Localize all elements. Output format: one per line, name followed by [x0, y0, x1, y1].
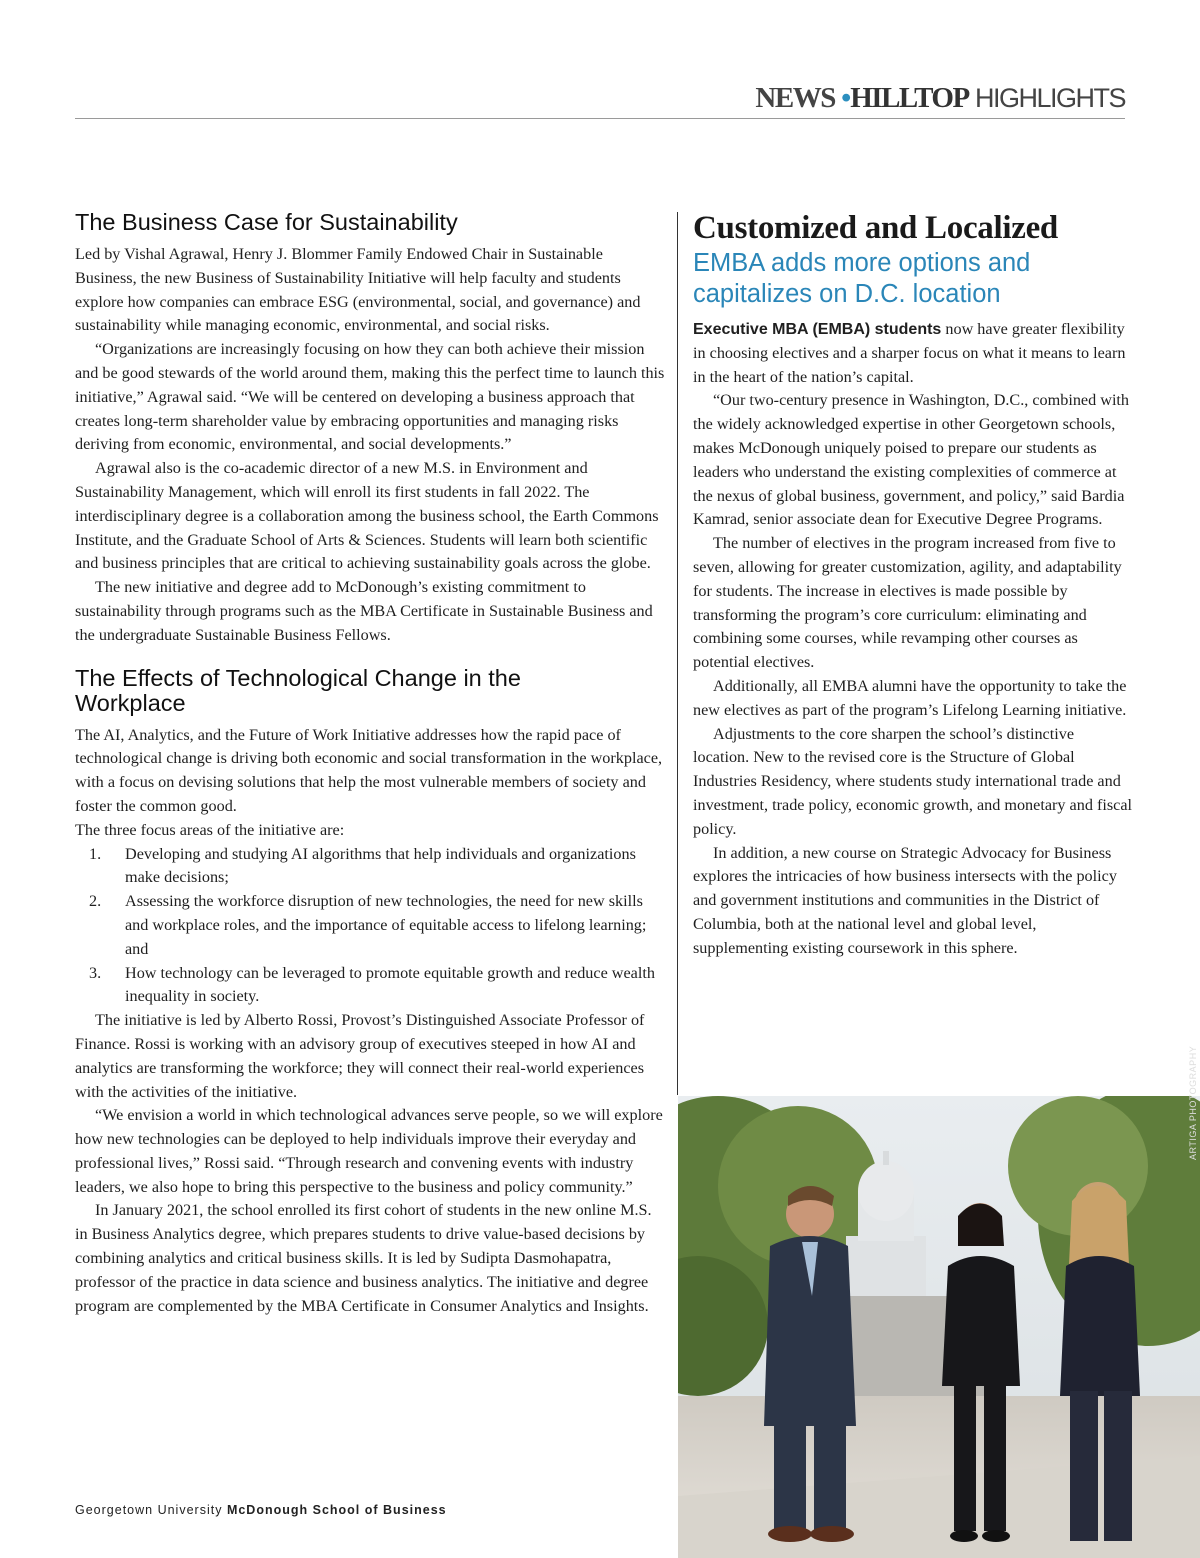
- list-text: Assessing the workforce disruption of new technologies, the need for new skills and workplace roles, and the importance of equitable access to lifelong learning; and: [125, 892, 647, 958]
- header-dot: •: [841, 82, 851, 114]
- photo-illustration: [678, 1096, 1200, 1558]
- section1-paragraph: Agrawal also is the co-academic director of a new M.S. in Environment and Sustainability Management, which will enroll its first students in fall 2022. The interdisciplinary degree is a collaboration among the business school, the Earth Commons Institute, and the Graduate School of Arts & Sciences. Students will learn both scientific and business principles that are critical to achieving sustainability goals across the globe.: [75, 459, 659, 573]
- footer-school: McDonough School of Business: [226, 1503, 447, 1517]
- section1-paragraph: The new initiative and degree add to McDonough’s existing commitment to sustainability through programs such as the MBA Certificate in Sustainable Business and the undergraduate Sustainable Business Fellows.: [75, 578, 653, 644]
- section1-title: The Business Case for Sustainability: [75, 209, 458, 235]
- section1-paragraph: Led by Vishal Agrawal, Henry J. Blommer Family Endowed Chair in Sustainable Business, the new Business of Sustainability Initiative will help faculty and students explore how companies can embrace ESG (environmental, social, and governance) and sustainability while managing economic, environmental, and social risks.: [75, 245, 641, 335]
- section2-title: The Effects of Technological Change in the Workplace: [75, 664, 521, 716]
- list-item: [75, 962, 665, 1010]
- section-header: [755, 82, 1125, 115]
- list-item: [75, 843, 665, 891]
- right-paragraph: The number of electives in the program increased from five to seven, allowing for greater customization, agility, and adaptability for students. The increase in electives is made possible by transforming the program’s core curriculum: eliminating and combining some courses, while revamping other courses as potential electives.: [693, 534, 1122, 672]
- list-text: How technology can be leveraged to promote equitable growth and reduce wealth inequality in society.: [125, 963, 655, 1006]
- section-gap: [75, 648, 665, 666]
- right-paragraph: In addition, a new course on Strategic Advocacy for Business explores the intricacies of how business intersects with the policy and government institutions and communities in the District of Columbia, both at the national level and global level, supplementing existing coursework in this sphere.: [693, 843, 1117, 957]
- right-paragraph: Additionally, all EMBA alumni have the opportunity to take the new electives as part of the program’s Lifelong Learning initiative.: [693, 676, 1127, 719]
- list-item: [75, 890, 665, 961]
- section2-paragraph: In January 2021, the school enrolled its first cohort of students in the new online M.S. in Business Analytics degree, which prepares students to drive value-based decisions by combining analytics and critical business skills. It is led by Sudipta Dasmohapatra, professor of the practice in data science and business analytics. The initiative and degree program are complemented by the MBA Certificate in Consumer Analytics and Insights.: [75, 1201, 652, 1315]
- list-number: 1.: [89, 844, 102, 863]
- article-title: Customized and Localized: [693, 210, 1058, 246]
- column-divider: [677, 212, 678, 1095]
- right-paragraph: “Our two-century presence in Washington, D.C., combined with the widely acknowledged expertise in other Georgetown schools, makes McDonough uniquely poised to prepare our students as leaders who understand the existing complexities of commerce at the nexus of global business, government, and policy,” said Bardia Kamrad, senior associate dean for Executive Degree Programs.: [693, 391, 1130, 529]
- page-footer: [75, 1503, 447, 1517]
- header-highlights: HIGHLIGHTS: [974, 83, 1125, 113]
- photo-credit: ARTIGA PHOTOGRAPHY: [1188, 1045, 1198, 1160]
- article-subtitle: EMBA adds more options and capitalizes on D.C. location: [693, 249, 1031, 308]
- list-text: Developing and studying AI algorithms that help individuals and organizations make decisions;: [125, 844, 636, 887]
- focus-areas-list: [75, 843, 665, 1010]
- list-number: 2.: [89, 892, 102, 911]
- list-number: 3.: [89, 963, 102, 982]
- lead-bold-text: Executive MBA (EMBA) students: [693, 321, 942, 338]
- lead-paragraph: [693, 318, 1133, 389]
- section2-intro: The AI, Analytics, and the Future of Work Initiative addresses how the rapid pace of technological change is driving both economic and social transformation in the workplace, with a focus on devising solutions that help the most vulnerable members of society and foster the common good.: [75, 725, 663, 815]
- header-rule: [75, 118, 1125, 119]
- left-column: [75, 210, 665, 1318]
- section2-paragraph: The initiative is led by Alberto Rossi, Provost’s Distinguished Associate Professor of Finance. Rossi is working with an advisory group of executives steeped in how AI and analytics are transforming the workforce; they will connect their real-world experiences with the activities of the initiative.: [75, 1011, 645, 1101]
- header-news: NEWS: [755, 82, 835, 114]
- right-paragraph: Adjustments to the core sharpen the school’s distinctive location. New to the revised core is the Structure of Global Industries Residency, where students study international trade and investment, trade policy, economic growth, and monetary and fiscal policy.: [693, 724, 1133, 838]
- section2-list-intro: The three focus areas of the initiative are:: [75, 820, 345, 839]
- section2-paragraph: “We envision a world in which technological advances serve people, so we will explore how new technologies can be deployed to help individuals improve their everyday and professional lives,” Rossi said. “Through research and convening events with industry leaders, we also hope to bring this perspective to the business and policy community.”: [75, 1106, 663, 1196]
- right-column: [693, 210, 1133, 961]
- header-hilltop: HILLTOP: [850, 82, 969, 114]
- footer-university: Georgetown University: [75, 1503, 223, 1517]
- lead-rest-text: now have greater flexibility in choosing electives and a sharper focus on what it means to learn in the heart of the nation’s capital.: [693, 320, 1126, 386]
- section1-paragraph: “Organizations are increasingly focusing on how they can both achieve their mission and be good stewards of the world around them, making this the perfect time to launch this initiative,” Agrawal said. “We will be centered on developing a business approach that creates long-term shareholder value by embracing opportunities and managing risks deriving from economic, environmental, and social developments.”: [75, 340, 665, 454]
- capitol-photo: [678, 1096, 1200, 1558]
